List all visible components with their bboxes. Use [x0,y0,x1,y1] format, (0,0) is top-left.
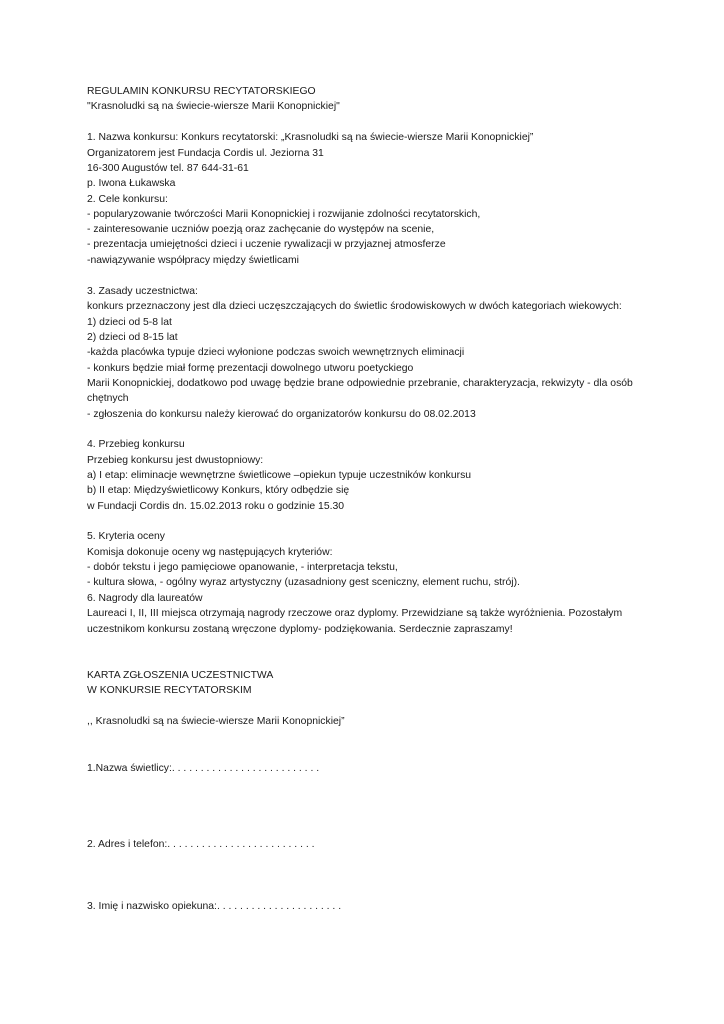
goal-item: -nawiązywanie współpracy między świetlicami [87,255,299,266]
section-6-heading: 6. Nagrody dla laureatów [87,593,203,604]
criteria-line: - dobór tekstu i jego pamięciowe opanowanie, - interpretacja tekstu, [87,562,398,573]
goal-item: - popularyzowanie twórczości Marii Konopnickiej i rozwijanie zdolności recytatorskich, [87,209,481,220]
section-4-heading: 4. Przebieg konkursu [87,439,185,450]
rules-line: -każda placówka typuje dzieci wyłonione podczas swoich wewnętrznych eliminacji [87,347,465,358]
section-1-heading: 1. Nazwa konkursu: Konkurs recytatorski: „Krasnoludki są na świecie-wiersze Marii Konopnickiej” [87,132,534,143]
course-line: b) II etap: Międzyświetlicowy Konkurs, który odbędzie się [87,485,350,496]
section-3-heading: 3. Zasady uczestnictwa: [87,286,198,297]
rules-line: Marii Konopnickiej, dodatkowo pod uwagę będzie brane odpowiednie przebranie, charakteryzacja, rekwizyty - dla osób [87,378,633,389]
prizes-line: Laureaci I, II, III miejsca otrzymają nagrody rzeczowe oraz dyplomy. Przewidziane są także wyróżnienia. Pozostałym [87,608,623,619]
organizer-contact: p. Iwona Łukawska [87,178,176,189]
goal-item: - prezentacja umiejętności dzieci i uczenie rywalizacji w przyjaznej atmosferze [87,239,446,250]
rules-line: - zgłoszenia do konkursu należy kierować do organizatorów konkursu do 08.02.2013 [87,409,476,420]
form-title: KARTA ZGŁOSZENIA UCZESTNICTWA [87,670,274,681]
prizes-line: uczestnikom konkursu zostaną wręczone dyplomy- podziękowania. Serdecznie zapraszamy! [87,624,513,635]
organizer-line: Organizatorem jest Fundacja Cordis ul. Jeziorna 31 [87,148,324,159]
form-subtitle: ,, Krasnoludki są na świecie-wiersze Marii Konopnickiej” [87,716,345,727]
goal-item: - zainteresowanie uczniów poezją oraz zachęcanie do występów na scenie, [87,224,435,235]
regulation-title: REGULAMIN KONKURSU RECYTATORSKIEGO [87,86,316,97]
course-line: a) I etap: eliminacje wewnętrzne świetlicowe –opiekun typuje uczestników konkursu [87,470,472,481]
rules-line: chętnych [87,393,129,404]
course-line: Przebieg konkursu jest dwustopniowy: [87,455,264,466]
rules-line: konkurs przeznaczony jest dla dzieci uczęszczających do świetlic środowiskowych w dwóch kategoriach wiekowych: [87,301,622,312]
course-line: w Fundacji Cordis dn. 15.02.2013 roku o godzinie 15.30 [87,501,345,512]
organizer-address: 16-300 Augustów tel. 87 644-31-61 [87,163,249,174]
form-title-2: W KONKURSIE RECYTATORSKIM [87,685,252,696]
field-address-phone[interactable]: 2. Adres i telefon:. . . . . . . . . . . . . . . . . . . . . . . . . . [87,839,315,850]
field-guardian-name[interactable]: 3. Imię i nazwisko opiekuna:. . . . . . . . . . . . . . . . . . . . . . [87,901,342,912]
criteria-line: Komisja dokonuje oceny wg następujących kryteriów: [87,547,333,558]
rules-line: 2) dzieci od 8-15 lat [87,332,178,343]
rules-line: 1) dzieci od 5-8 lat [87,317,172,328]
regulation-subtitle: "Krasnoludki są na świecie-wiersze Marii Konopnickiej" [87,101,340,112]
rules-line: - konkurs będzie miał formę prezentacji dowolnego utworu poetyckiego [87,363,414,374]
criteria-line: - kultura słowa, - ogólny wyraz artystyczny (uzasadniony gest sceniczny, element ruchu, strój). [87,577,520,588]
section-2-heading: 2. Cele konkursu: [87,194,168,205]
field-club-name[interactable]: 1.Nazwa świetlicy:. . . . . . . . . . . . . . . . . . . . . . . . . . [87,763,320,774]
section-5-heading: 5. Kryteria oceny [87,531,165,542]
